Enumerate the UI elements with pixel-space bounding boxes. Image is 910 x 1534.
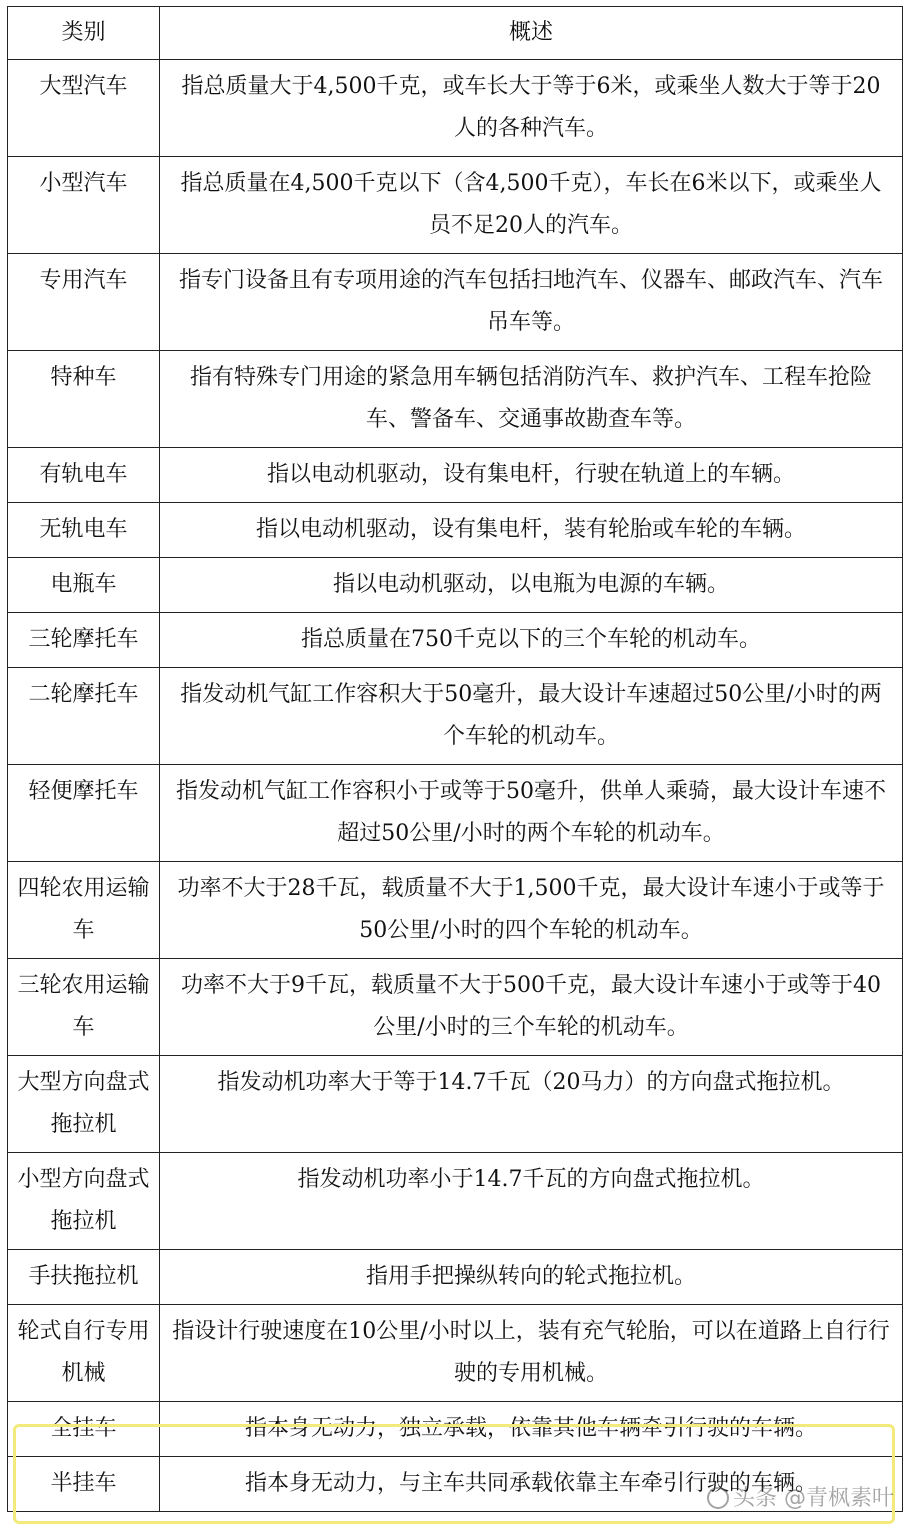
row-category: 有轨电车 [8, 448, 160, 503]
vehicle-category-table-container [7, 6, 902, 1512]
row-description: 功率不大于28千瓦，载质量不大于1,500千克，最大设计车速小于或等于50公里/小时的四个车轮的机动车。 [160, 862, 903, 959]
row-category: 手扶拖拉机 [8, 1250, 160, 1305]
table-row [8, 448, 903, 503]
row-description: 指以电动机驱动，设有集电杆，行驶在轨道上的车辆。 [160, 448, 903, 503]
row-description: 指总质量在750千克以下的三个车轮的机动车。 [160, 613, 903, 668]
table-row [8, 1153, 903, 1250]
table-row [8, 613, 903, 668]
row-description: 指本身无动力，独立承载，依靠其他车辆牵引行驶的车辆。 [160, 1402, 903, 1457]
table-row [8, 351, 903, 448]
row-description: 指总质量大于4,500千克，或车长大于等于6米，或乘坐人数大于等于20人的各种汽车。 [160, 60, 903, 157]
table-row [8, 668, 903, 765]
row-category: 全挂车 [8, 1402, 160, 1457]
row-category: 四轮农用运输车 [8, 862, 160, 959]
row-category: 无轨电车 [8, 503, 160, 558]
row-description: 指以电动机驱动，设有集电杆，装有轮胎或车轮的车辆。 [160, 503, 903, 558]
toutiao-logo-icon [707, 1487, 729, 1509]
table-row [8, 765, 903, 862]
row-description: 指发动机功率大于等于14.7千瓦（20马力）的方向盘式拖拉机。 [160, 1056, 903, 1153]
row-description: 指本身无动力，与主车共同承载依靠主车牵引行驶的车辆。 [160, 1457, 903, 1512]
row-category: 三轮农用运输车 [8, 959, 160, 1056]
table-header-row [8, 7, 903, 60]
table-row [8, 1250, 903, 1305]
row-category: 电瓶车 [8, 558, 160, 613]
row-category: 二轮摩托车 [8, 668, 160, 765]
row-category: 大型汽车 [8, 60, 160, 157]
vehicle-category-table [7, 6, 903, 1512]
row-description: 指以电动机驱动，以电瓶为电源的车辆。 [160, 558, 903, 613]
watermark-text: 头条 @青枫素叶 [733, 1486, 894, 1511]
table-row [8, 959, 903, 1056]
table-row [8, 157, 903, 254]
table-row [8, 1056, 903, 1153]
table-row [8, 60, 903, 157]
header-description: 概述 [160, 7, 903, 60]
row-category: 小型方向盘式拖拉机 [8, 1153, 160, 1250]
row-description: 指发动机气缸工作容积小于或等于50毫升，供单人乘骑，最大设计车速不超过50公里/小时的两个车轮的机动车。 [160, 765, 903, 862]
row-category: 小型汽车 [8, 157, 160, 254]
table-row [8, 254, 903, 351]
row-description: 指专门设备且有专项用途的汽车包括扫地汽车、仪器车、邮政汽车、汽车吊车等。 [160, 254, 903, 351]
row-description: 功率不大于9千瓦，载质量不大于500千克，最大设计车速小于或等于40公里/小时的三个车轮的机动车。 [160, 959, 903, 1056]
table-row [8, 862, 903, 959]
table-row [8, 503, 903, 558]
row-category: 大型方向盘式拖拉机 [8, 1056, 160, 1153]
row-description: 指总质量在4,500千克以下（含4,500千克），车长在6米以下，或乘坐人员不足20人的汽车。 [160, 157, 903, 254]
table-row [8, 1402, 903, 1457]
row-category: 轮式自行专用机械 [8, 1305, 160, 1402]
header-category: 类别 [8, 7, 160, 60]
table-row [8, 1305, 903, 1402]
row-description: 指设计行驶速度在10公里/小时以上，装有充气轮胎，可以在道路上自行行驶的专用机械。 [160, 1305, 903, 1402]
row-category: 三轮摩托车 [8, 613, 160, 668]
row-description: 指发动机功率小于14.7千瓦的方向盘式拖拉机。 [160, 1153, 903, 1250]
watermark [707, 1484, 894, 1514]
table-body [8, 60, 903, 1512]
row-category: 专用汽车 [8, 254, 160, 351]
row-description: 指有特殊专门用途的紧急用车辆包括消防汽车、救护汽车、工程车抢险车、警备车、交通事故勘查车等。 [160, 351, 903, 448]
row-category: 特种车 [8, 351, 160, 448]
row-description: 指用手把操纵转向的轮式拖拉机。 [160, 1250, 903, 1305]
row-category: 轻便摩托车 [8, 765, 160, 862]
table-row [8, 558, 903, 613]
row-description: 指发动机气缸工作容积大于50毫升，最大设计车速超过50公里/小时的两个车轮的机动车。 [160, 668, 903, 765]
row-category: 半挂车 [8, 1457, 160, 1512]
